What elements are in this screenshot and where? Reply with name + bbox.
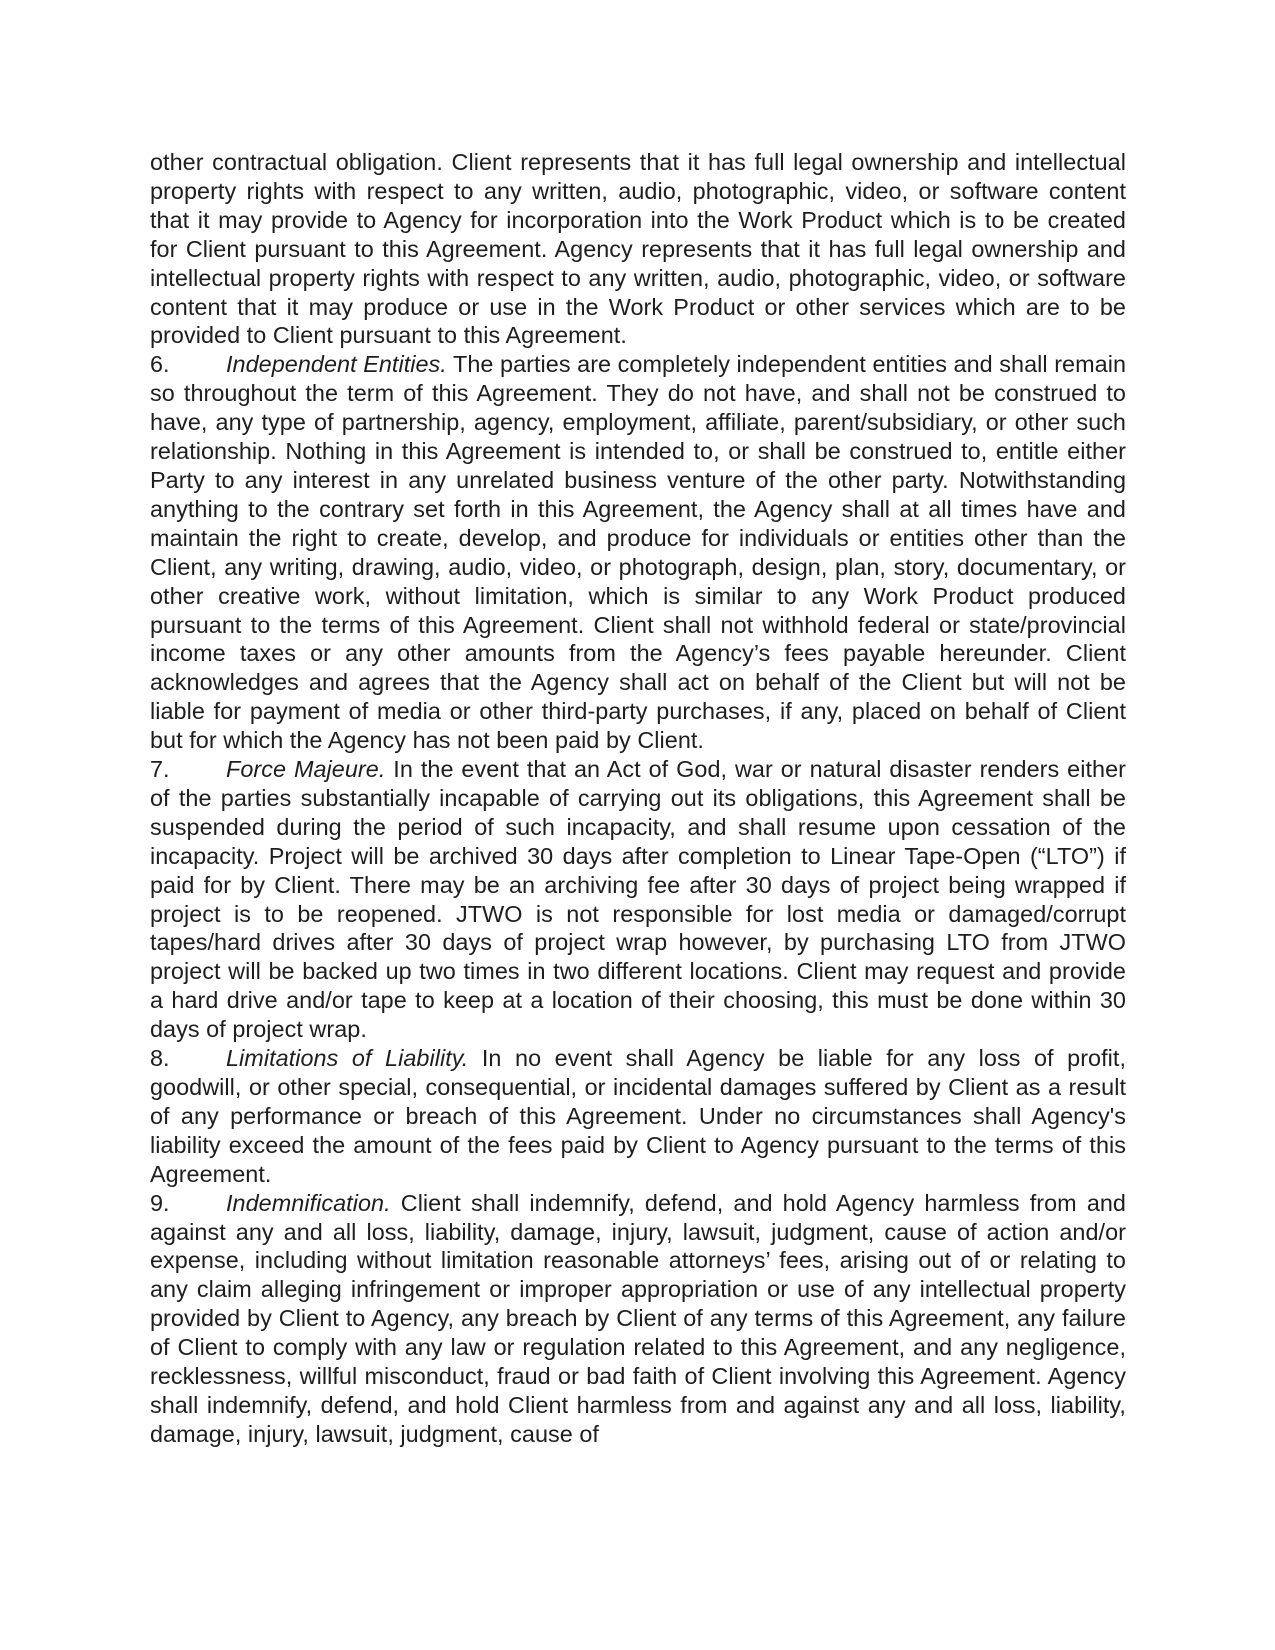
section-title: Force Majeure.	[226, 756, 386, 783]
section-body: The parties are completely independent entities and shall remain so throughout the term of this Agreement. They do not have, and shall not be construed to have, any type of partnership, agency, employment, affiliate, parent/subsidiary, or other such relationship. Nothing in this Agreement is intended to, or shall be construed to, entitle either Party to any interest in any unrelated business venture of the other party. Notwithstanding anything to the contrary set forth in this Agreement, the Agency shall at all times have and maintain the right to create, develop, and produce for individuals or entities other than the Client, any writing, drawing, audio, video, or photograph, design, plan, story, documentary, or other creative work, without limitation, which is similar to any Work Product produced pursuant to the terms of this Agreement. Client shall not withhold federal or state/provincial income taxes or any other amounts from the Agency’s fees payable hereunder. Client acknowledges and agrees that the Agency shall act on behalf of the Client but will not be liable for payment of media or other third-party purchases, if any, placed on behalf of Client but for which the Agency has not been paid by Client.	[150, 351, 1127, 754]
section-number: 7.	[150, 756, 170, 783]
section-7-force-majeure	[150, 755, 1126, 1044]
section-number: 6.	[150, 351, 170, 378]
section-6-independent-entities	[150, 350, 1126, 755]
intro-paragraph: other contractual obligation. Client represents that it has full legal ownership and intellectual property rights with respect to any written, audio, photographic, video, or software content that it may provide to Agency for incorporation into the Work Product which is to be created for Client pursuant to this Agreement. Agency represents that it has full legal ownership and intellectual property rights with respect to any written, audio, photographic, video, or software content that it may produce or use in the Work Product or other services which are to be provided to Client pursuant to this Agreement.	[150, 149, 1126, 349]
section-number: 8.	[150, 1045, 170, 1072]
section-8-limitations-of-liability	[150, 1044, 1126, 1189]
section-title: Limitations of Liability.	[226, 1045, 469, 1072]
section-body: Client shall indemnify, defend, and hold Agency harmless from and against any and all loss, liability, damage, injury, lawsuit, judgment, cause of action and/or expense, including without limitation reasonable attorneys’ fees, arising out of or relating to any claim alleging infringement or improper appropriation or use of any intellectual property provided by Client to Agency, any breach by Client of any terms of this Agreement, any failure of Client to comply with any law or regulation related to this Agreement, and any negligence, recklessness, willful misconduct, fraud or bad faith of Client involving this Agreement. Agency shall indemnify, defend, and hold Client harmless from and against any and all loss, liability, damage, injury, lawsuit, judgment, cause of	[150, 1189, 1126, 1447]
document-page	[150, 148, 1126, 1449]
section-body: In the event that an Act of God, war or natural disaster renders either of the parties substantially incapable of carrying out its obligations, this Agreement shall be suspended during the period of such incapacity, and shall resume upon cessation of the incapacity. Project will be archived 30 days after completion to Linear Tape-Open (“LTO”) if paid for by Client. There may be an archiving fee after 30 days of project being wrapped if project is to be reopened. JTWO is not responsible for lost media or damaged/corrupt tapes/hard drives after 30 days of project wrap however, by purchasing LTO from JTWO project will be backed up two times in two different locations. Client may request and provide a hard drive and/or tape to keep at a location of their choosing, this must be done within 30 days of project wrap.	[150, 756, 1126, 1043]
section-body: In no event shall Agency be liable for any loss of profit, goodwill, or other special, consequential, or incidental damages suffered by Client as a result of any performance or breach of this Agreement. Under no circumstances shall Agency's liability exceed the amount of the fees paid by Client to Agency pursuant to the terms of this Agreement.	[150, 1045, 1126, 1187]
section-title: Independent Entities.	[226, 351, 447, 378]
section-title: Indemnification.	[226, 1189, 391, 1216]
section-9-indemnification	[150, 1189, 1126, 1449]
section-number: 9.	[150, 1189, 170, 1216]
